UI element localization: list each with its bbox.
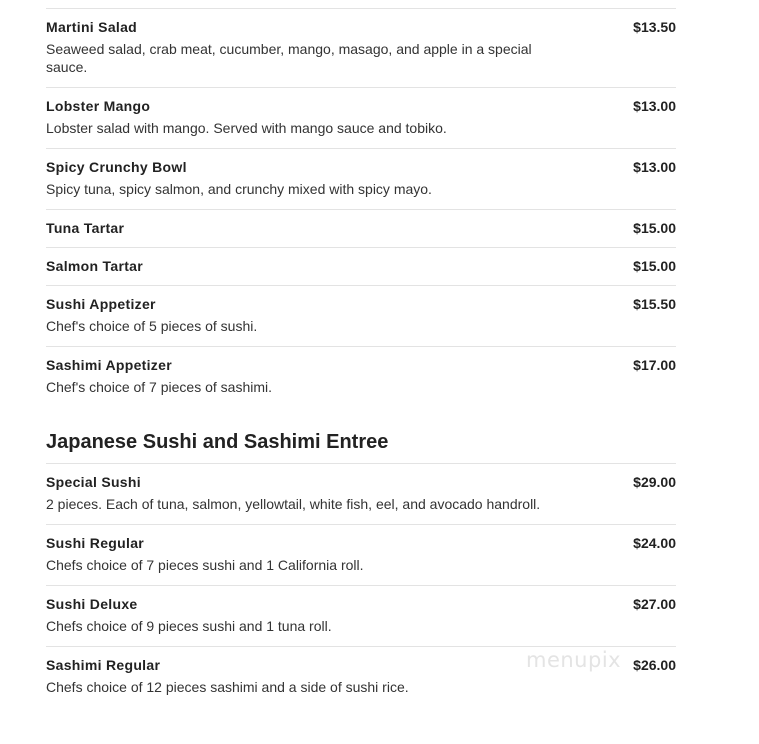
- menu-item: [46, 346, 676, 407]
- menu-item-description: Chefs choice of 7 pieces sushi and 1 California roll.: [46, 557, 364, 573]
- menu-item-name: Sushi Regular: [46, 535, 145, 551]
- watermark-logo: menupix: [526, 648, 622, 672]
- menu-item: [46, 209, 676, 247]
- menu-item-name: Spicy Crunchy Bowl: [46, 159, 187, 175]
- menu-item-description: Lobster salad with mango. Served with mango sauce and tobiko.: [46, 120, 447, 136]
- menu-item: [46, 247, 676, 285]
- menu-item-header: [46, 474, 676, 490]
- menu-item-name: Sashimi Appetizer: [46, 357, 172, 373]
- menu-item-price: $13.00: [633, 98, 676, 114]
- menu-item-price: $29.00: [633, 474, 676, 490]
- menu-item-header: [46, 596, 676, 612]
- menu-item-header: [46, 159, 676, 175]
- menu-item: [46, 463, 676, 524]
- menu-item-header: [46, 357, 676, 373]
- menu-item: [46, 8, 676, 87]
- menu-item-name: Sushi Deluxe: [46, 596, 138, 612]
- menu-item-price: $13.50: [633, 19, 676, 35]
- menu-item-description: 2 pieces. Each of tuna, salmon, yellowtail, white fish, eel, and avocado handroll.: [46, 496, 541, 512]
- menu-item-name: Martini Salad: [46, 19, 138, 35]
- menu-item-price: $27.00: [633, 596, 676, 612]
- menu-item-header: [46, 258, 676, 274]
- menu-item-description: Chef's choice of 7 pieces of sashimi.: [46, 379, 273, 395]
- menu-item-price: $15.00: [633, 258, 676, 274]
- menu-item-price: $24.00: [633, 535, 676, 551]
- menu-item-name: Salmon Tartar: [46, 258, 143, 274]
- menu-item-header: [46, 19, 676, 35]
- menu-item: [46, 585, 676, 646]
- section-title: Japanese Sushi and Sashimi Entree: [46, 431, 389, 453]
- menu-item-header: [46, 535, 676, 551]
- menu-list: [46, 0, 676, 707]
- menu-item-header: [46, 296, 676, 312]
- menu-item-description: Chefs choice of 9 pieces sushi and 1 tuna roll.: [46, 618, 332, 634]
- menu-item: [46, 87, 676, 148]
- menu-item-name: Sashimi Regular: [46, 657, 161, 673]
- menu-item-header: [46, 98, 676, 114]
- menu-item-description: Chefs choice of 12 pieces sashimi and a side of sushi rice.: [46, 679, 409, 695]
- menu-item-price: $17.00: [633, 357, 676, 373]
- menu-item: [46, 148, 676, 209]
- menu-item-price: $26.00: [633, 657, 676, 673]
- menu-item-name: Special Sushi: [46, 474, 141, 490]
- menu-item: [46, 285, 676, 346]
- menu-item-description: Chef's choice of 5 pieces of sushi.: [46, 318, 258, 334]
- menu-item-header: [46, 220, 676, 236]
- menu-item-price: $13.00: [633, 159, 676, 175]
- menu-item-price: $15.00: [633, 220, 676, 236]
- menu-item-name: Sushi Appetizer: [46, 296, 156, 312]
- menu-item-description: Spicy tuna, spicy salmon, and crunchy mixed with spicy mayo.: [46, 181, 432, 197]
- menu-item-name: Tuna Tartar: [46, 220, 125, 236]
- menu-item-name: Lobster Mango: [46, 98, 151, 114]
- menu-item-price: $15.50: [633, 296, 676, 312]
- menu-item-description: Seaweed salad, crab meat, cucumber, mango, masago, and apple in a special sauce.: [46, 41, 532, 75]
- menu-item: [46, 524, 676, 585]
